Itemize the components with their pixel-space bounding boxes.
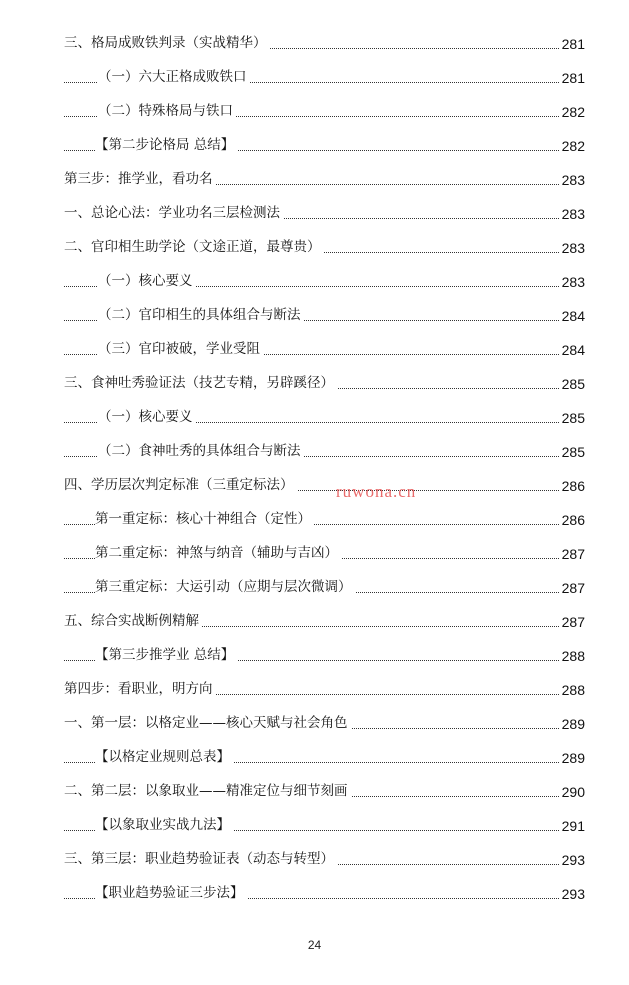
toc-entry-page: 283 (559, 239, 585, 257)
toc-entry[interactable] (0, 706, 629, 740)
toc-entry[interactable] (0, 808, 629, 842)
toc-entry-title: 第三步：推学业，看功名 (64, 170, 216, 188)
toc-entry[interactable] (0, 740, 629, 774)
toc-entry-title: （一）核心要义 (98, 272, 196, 290)
toc-entry-page: 284 (559, 307, 585, 325)
toc-entry[interactable] (0, 162, 629, 196)
toc-entry-page: 293 (559, 851, 585, 869)
table-of-contents (0, 26, 629, 910)
toc-entry-page: 283 (559, 273, 585, 291)
toc-entry-page: 283 (559, 205, 585, 223)
toc-entry-page: 288 (559, 647, 585, 665)
toc-entry-title: 第四步：看职业，明方向 (64, 680, 216, 698)
toc-entry-title: 【以格定业规则总表】 (95, 748, 233, 766)
toc-entry-page: 290 (559, 783, 585, 801)
toc-entry[interactable] (0, 94, 629, 128)
toc-entry[interactable] (0, 502, 629, 536)
toc-entry[interactable] (0, 26, 629, 60)
toc-entry[interactable] (0, 774, 629, 808)
toc-entry-page: 291 (559, 817, 585, 835)
toc-entry-page: 286 (559, 477, 585, 495)
toc-entry[interactable] (0, 876, 629, 910)
toc-entry-title: 三、第三层：职业趋势验证表（动态与转型） (64, 850, 337, 868)
toc-entry-title: 第二重定标：神煞与纳音（辅助与吉凶） (95, 544, 341, 562)
toc-entry[interactable] (0, 672, 629, 706)
toc-entry-page: 285 (559, 443, 585, 461)
page-number: 24 (307, 938, 322, 952)
toc-entry-title: 三、格局成败铁判录（实战精华） (64, 34, 270, 52)
toc-entry[interactable] (0, 230, 629, 264)
toc-entry-title: 第三重定标：大运引动（应期与层次微调） (95, 578, 355, 596)
toc-entry[interactable] (0, 570, 629, 604)
toc-entry[interactable] (0, 366, 629, 400)
toc-entry-title: （三）官印被破，学业受阻 (98, 340, 263, 358)
watermark: ruwona.cn (336, 482, 417, 501)
toc-entry-title: 【第三步推学业 总结】 (95, 646, 237, 664)
toc-entry-page: 282 (559, 103, 585, 121)
toc-entry[interactable] (0, 196, 629, 230)
toc-entry-page: 288 (559, 681, 585, 699)
toc-entry-title: （一）六大正格成败铁口 (98, 68, 250, 86)
toc-entry-title: 一、总论心法：学业功名三层检测法 (64, 204, 283, 222)
toc-entry-page: 285 (559, 409, 585, 427)
toc-entry[interactable] (0, 842, 629, 876)
toc-entry-page: 282 (559, 137, 585, 155)
toc-entry-page: 287 (559, 579, 585, 597)
toc-entry-title: 【以象取业实战九法】 (95, 816, 233, 834)
toc-entry-page: 285 (559, 375, 585, 393)
toc-entry-page: 281 (559, 35, 585, 53)
toc-entry-page: 286 (559, 511, 585, 529)
toc-entry-title: 【第二步论格局 总结】 (95, 136, 237, 154)
toc-entry[interactable] (0, 638, 629, 672)
toc-entry-title: 二、官印相生助学论（文途正道，最尊贵） (64, 238, 324, 256)
toc-entry-page: 287 (559, 545, 585, 563)
toc-entry-page: 287 (559, 613, 585, 631)
toc-entry-title: （二）官印相生的具体组合与断法 (98, 306, 304, 324)
toc-entry-title: （一）核心要义 (98, 408, 196, 426)
toc-entry[interactable] (0, 536, 629, 570)
toc-entry[interactable] (0, 604, 629, 638)
toc-entry-page: 289 (559, 749, 585, 767)
toc-entry-page: 293 (559, 885, 585, 903)
toc-entry-title: 第一重定标：核心十神组合（定性） (95, 510, 314, 528)
toc-entry[interactable] (0, 400, 629, 434)
toc-entry[interactable] (0, 264, 629, 298)
toc-entry-title: （二）特殊格局与铁口 (98, 102, 236, 120)
toc-entry-page: 289 (559, 715, 585, 733)
toc-entry-page: 284 (559, 341, 585, 359)
toc-entry[interactable] (0, 434, 629, 468)
toc-entry-title: 一、第一层：以格定业——核心天赋与社会角色 (64, 714, 351, 732)
toc-entry-title: （二）食神吐秀的具体组合与断法 (98, 442, 304, 460)
toc-entry[interactable] (0, 468, 629, 502)
toc-entry-title: 三、食神吐秀验证法（技艺专精，另辟蹊径） (64, 374, 337, 392)
toc-entry-page: 283 (559, 171, 585, 189)
toc-entry[interactable] (0, 128, 629, 162)
toc-entry-title: 四、学历层次判定标准（三重定标法） (64, 476, 297, 494)
toc-entry-page: 281 (559, 69, 585, 87)
toc-entry-title: 【职业趋势验证三步法】 (95, 884, 247, 902)
toc-entry[interactable] (0, 298, 629, 332)
toc-entry-title: 二、第二层：以象取业——精准定位与细节刻画 (64, 782, 351, 800)
toc-entry[interactable] (0, 60, 629, 94)
toc-entry[interactable] (0, 332, 629, 366)
toc-entry-title: 五、综合实战断例精解 (64, 612, 202, 630)
